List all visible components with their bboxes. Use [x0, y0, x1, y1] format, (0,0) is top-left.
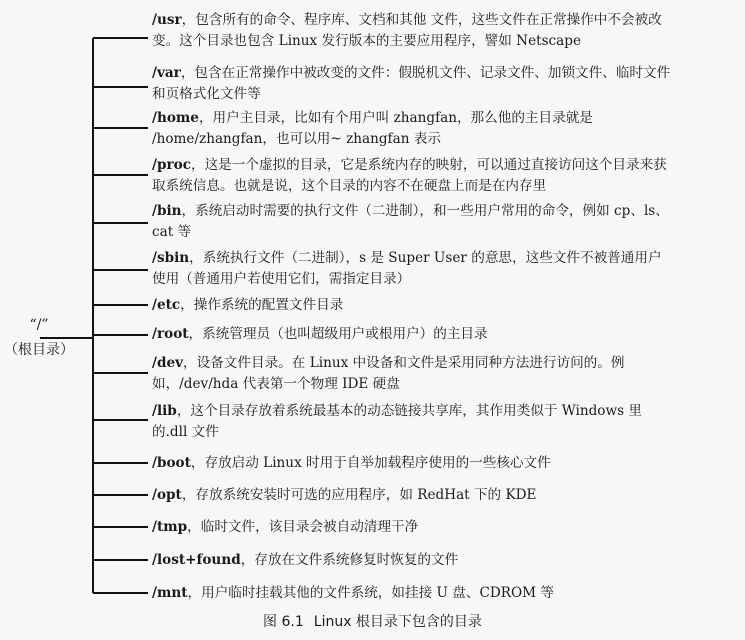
caption-number: 图 6.1: [263, 614, 304, 630]
caption-text: Linux 根目录下包含的目录: [313, 614, 482, 630]
entry-home: [152, 108, 672, 150]
entry-path: /proc: [152, 157, 191, 173]
entry-path: /lost+found: [152, 552, 241, 568]
entry-path: /tmp: [152, 519, 188, 535]
entry-path: /var: [152, 65, 181, 81]
entry-bin: [152, 201, 672, 243]
entry-text: ，用户临时挂载其他的文件系统，如挂接 U 盘、CDROM 等: [187, 585, 555, 601]
entry-text: ，系统管理员（也叫超级用户或根用户）的主目录: [188, 326, 488, 342]
entry-text: ，操作系统的配置文件目录: [180, 297, 344, 313]
entry-text: ，临时文件，该目录会被自动清理干净: [187, 519, 419, 535]
entry-proc: [152, 155, 672, 197]
entry-text: ，系统执行文件（二进制），s 是 Super User 的意思，这些文件不被普通用户使用（普通用户若使用它们，需指定目录）: [152, 250, 662, 287]
entry-boot: [152, 453, 672, 474]
entry-text: ，包含在正常操作中被改变的文件：假脱机文件、记录文件、加锁文件、临时文件和页格式化文件等: [152, 65, 671, 102]
entry-text: ，包含所有的命令、程序库、文档和其他 文件，这些文件在正常操作中不会被改变。这个目录也包含 Linux 发行版本的主要应用程序，譬如 Netscape: [152, 12, 662, 49]
entry-etc: [152, 295, 672, 316]
root-node-name: “/”: [29, 317, 49, 333]
entry-var: [152, 63, 672, 105]
entry-path: /boot: [152, 455, 191, 471]
entry-text: ，这个目录存放着系统最基本的动态链接共享库，其作用类似于 Windows 里的.dll 文件: [152, 403, 643, 440]
entry-path: /opt: [152, 487, 182, 503]
entry-text: ，存放启动 Linux 时用于自举加载程序使用的一些核心文件: [190, 455, 551, 471]
entry-path: /usr: [152, 12, 182, 28]
entry-path: /lib: [152, 403, 177, 419]
figure-caption: [0, 611, 745, 631]
entry-opt: [152, 485, 672, 506]
entry-text: ，存放在文件系统修复时恢复的文件: [240, 552, 459, 568]
entry-text: ，用户主目录，比如有个用户叫 zhangfan，那么他的主目录就是 /home/zhangfan，也可以用~ zhangfan 表示: [152, 110, 593, 147]
entry-text: ，这是一个虚拟的目录，它是系统内存的映射，可以通过直接访问这个目录来获取系统信息。也就是说，这个目录的内容不在硬盘上而是在内存里: [152, 157, 667, 194]
entry-tmp: [152, 517, 672, 538]
entry-path: /etc: [152, 297, 181, 313]
entry-sbin: [152, 248, 672, 290]
root-node-label: （根目录）: [4, 342, 74, 358]
entry-root: [152, 324, 672, 345]
entry-dev: [152, 353, 672, 395]
entry-path: /root: [152, 326, 189, 342]
entry-path: /dev: [152, 355, 184, 371]
entry-mnt: [152, 583, 672, 604]
entry-text: ，存放系统安装时可选的应用程序，如 RedHat 下的 KDE: [181, 487, 537, 503]
entry-path: /bin: [152, 203, 182, 219]
entry-text: ，设备文件目录。在 Linux 中设备和文件是采用同种方法进行访问的。例如，/dev/hda 代表第一个物理 IDE 硬盘: [152, 355, 625, 392]
entry-path: /home: [152, 110, 199, 126]
entry-lost-found: [152, 550, 672, 571]
entry-usr: [152, 10, 672, 52]
entry-path: /mnt: [152, 585, 188, 601]
entry-lib: [152, 401, 672, 443]
entry-text: ，系统启动时需要的执行文件（二进制），和一些用户常用的命令，例如 cp、ls、cat 等: [152, 203, 669, 240]
entry-path: /sbin: [152, 250, 190, 266]
